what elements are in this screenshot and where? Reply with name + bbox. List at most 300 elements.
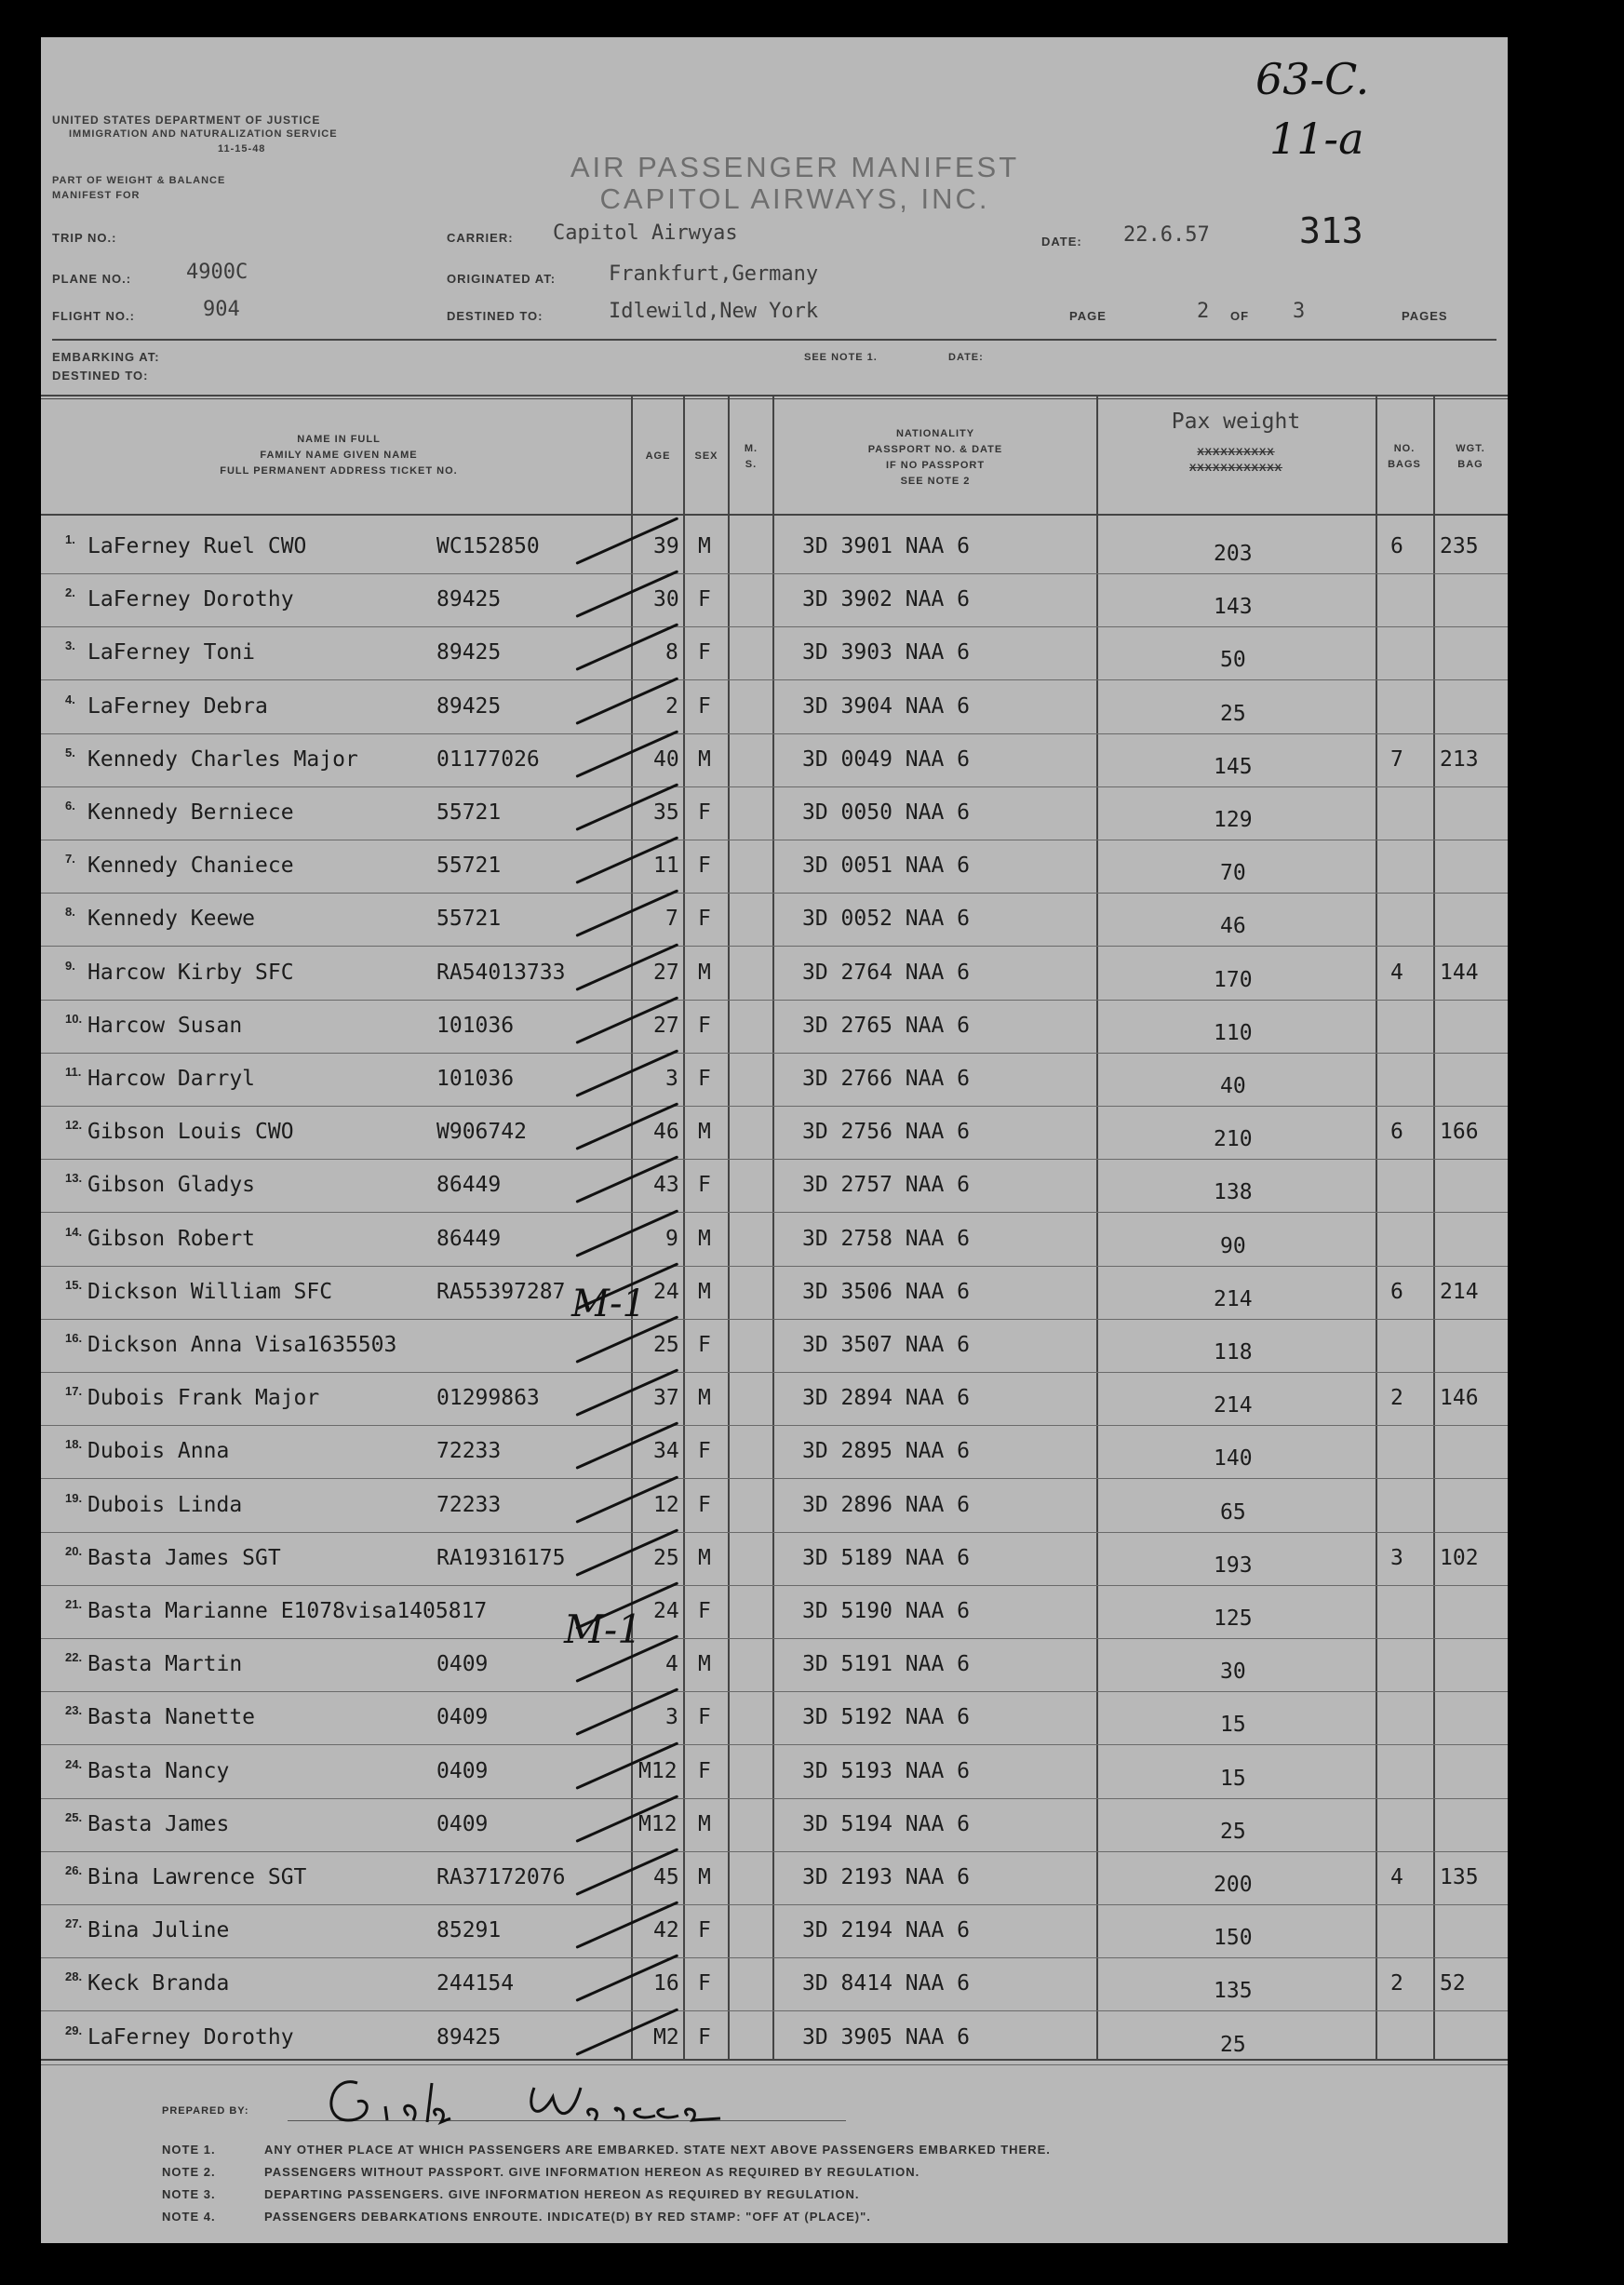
page-value: 2 [1197,300,1210,323]
page-label: PAGE [1069,309,1107,323]
passport-number: 3D 3904 NAA 6 [802,693,971,719]
row-number: 23. [65,1703,83,1718]
row-rule [41,1532,1508,1533]
pax-weight: 25 [1220,701,1246,726]
destined-value: Idlewild,New York [609,300,819,323]
passenger-sex: F [698,1492,711,1517]
check-mark [575,890,678,938]
pax-weight: 214 [1214,1286,1253,1311]
passenger-sex: M [698,1279,711,1304]
passenger-name: Dubois Frank Major [87,1386,320,1411]
row-rule [41,1638,1508,1639]
pax-weight: 203 [1214,542,1253,566]
row-rule [41,1478,1508,1479]
passenger-name: Basta James [87,1811,230,1836]
signature-graphic [320,2064,785,2139]
passport-number: 3D 2896 NAA 6 [802,1492,971,1517]
of-label: OF [1230,309,1250,323]
margin-mark-row21: M-1 [564,1606,642,1652]
passenger-age: 2 [665,693,678,719]
bag-weight: 213 [1440,746,1479,772]
passenger-name: Bina Juline [87,1918,230,1943]
passenger-name: Basta Marianne E1078visa1405817 [87,1599,488,1623]
passenger-age: 43 [653,1173,679,1198]
preparer-signature [320,2064,785,2150]
ticket-number: 101036 [436,1067,515,1091]
ticket-number: 89425 [436,2024,502,2050]
pax-weight: 118 [1214,1340,1253,1364]
passenger-age: 7 [665,907,678,932]
row-number: 13. [65,1171,83,1186]
passenger-age: M2 [653,2024,679,2050]
passport-number: 3D 0051 NAA 6 [802,854,971,879]
passenger-name: Kennedy Keewe [87,907,256,932]
row-number: 6. [65,799,75,813]
passport-number: 3D 5194 NAA 6 [802,1811,971,1836]
row-rule [41,626,1508,627]
passport-number: 3D 3901 NAA 6 [802,534,971,558]
pax-weight: 145 [1214,754,1253,779]
agency-line-5: MANIFEST FOR [52,190,141,201]
bag-count: 4 [1390,960,1403,985]
row-rule [41,2010,1508,2011]
pax-weight: 40 [1220,1074,1246,1098]
passenger-sex: F [698,1067,711,1091]
passenger-name: Dubois Linda [87,1492,243,1517]
passenger-name: Kennedy Charles Major [87,746,358,772]
bag-count: 2 [1390,1386,1403,1411]
bag-count: 4 [1390,1865,1403,1889]
passenger-age: 3 [665,1705,678,1730]
passenger-name: Dickson William SFC [87,1279,333,1304]
row-rule [41,1319,1508,1320]
passenger-name: Gibson Louis CWO [87,1120,294,1145]
row-number: 24. [65,1756,83,1771]
col-ms-header: M. S. [744,443,758,470]
passport-number: 3D 5192 NAA 6 [802,1705,971,1730]
row-number: 7. [65,852,75,867]
see-note-label: SEE NOTE 1. [804,352,878,363]
ticket-number: WC152850 [436,534,540,558]
passenger-sex: M [698,1226,711,1251]
passport-number: 3D 2895 NAA 6 [802,1439,971,1464]
pax-weight: 46 [1220,914,1246,939]
row-number: 5. [65,745,75,759]
passenger-name: Gibson Robert [87,1226,256,1251]
passenger-name: Basta Martin [87,1652,243,1677]
header-divider [52,339,1496,341]
row-rule [41,1000,1508,1001]
col-struck-header: XXXXXXXXXX XXXXXXXXXXXX [1188,447,1283,474]
pax-weight: 15 [1220,1713,1246,1738]
col-bags-header: NO. BAGS [1388,443,1421,470]
ticket-number: 89425 [436,693,502,719]
pax-weight: 214 [1214,1393,1253,1418]
ticket-number: RA54013733 [436,960,566,985]
passenger-name: Gibson Gladys [87,1173,256,1198]
passenger-name: Bina Lawrence SGT [87,1865,307,1889]
note-label: NOTE 1. [162,2143,216,2157]
corner-note-top: 63-C. [1255,54,1370,104]
row-number: 11. [65,1065,82,1079]
col-name-header: NAME IN FULL FAMILY NAME GIVEN NAME FULL PERMANENT ADDRESS TICKET NO. [220,434,458,477]
note-text: ANY OTHER PLACE AT WHICH PASSENGERS ARE EMBARKED. STATE NEXT ABOVE PASSENGERS EMBARKED THERE. [264,2143,1051,2157]
row-number: 18. [65,1437,83,1452]
ticket-number: 55721 [436,800,502,825]
bag-count: 6 [1390,1279,1403,1304]
pax-weight: 125 [1214,1606,1253,1631]
passenger-sex: M [698,1386,711,1411]
passenger-sex: F [698,854,711,879]
passenger-sex: F [698,587,711,612]
margin-mark-row16: M-1 [571,1283,646,1325]
passenger-sex: F [698,800,711,825]
row-number: 3. [65,638,75,653]
ticket-number: RA19316175 [436,1545,566,1570]
passenger-age: M12 [638,1811,678,1836]
airline-title: CAPITOL AIRWAYS, INC. [599,182,990,215]
row-number: 22. [65,1650,83,1665]
bag-count: 3 [1390,1545,1403,1570]
passenger-sex: M [698,1652,711,1677]
pax-weight: 70 [1220,861,1246,886]
note-label: NOTE 3. [162,2187,216,2201]
passenger-age: 4 [665,1652,678,1677]
carrier-label: CARRIER: [447,231,514,245]
row-rule [41,1372,1508,1373]
passenger-sex: M [698,1545,711,1570]
table-head-line [41,514,1508,516]
bag-weight: 144 [1440,960,1479,985]
pax-weight: 25 [1220,2032,1246,2057]
passport-number: 3D 2757 NAA 6 [802,1173,971,1198]
passport-number: 3D 2756 NAA 6 [802,1120,971,1145]
row-number: 12. [65,1118,83,1133]
pax-weight: 15 [1220,1766,1246,1791]
passenger-sex: F [698,1918,711,1943]
table-top-line [41,395,1508,397]
ticket-number: 101036 [436,1013,515,1038]
passport-number: 3D 5191 NAA 6 [802,1652,971,1677]
passport-number: 3D 0050 NAA 6 [802,800,971,825]
passenger-age: 24 [653,1599,679,1623]
passport-number: 3D 3905 NAA 6 [802,2024,971,2050]
passenger-name: Kennedy Chaniece [87,854,294,879]
row-rule [41,1851,1508,1852]
bag-weight: 52 [1440,1971,1466,1996]
bag-weight: 235 [1440,534,1479,558]
row-rule [41,1053,1508,1054]
ticket-number: 0409 [436,1652,489,1677]
passenger-sex: F [698,1705,711,1730]
corner-note-bottom: 11-a [1269,114,1364,164]
agency-line-4: PART OF WEIGHT & BALANCE [52,175,226,186]
pax-weight: 25 [1220,1819,1246,1844]
ticket-number: 55721 [436,907,502,932]
passenger-name: Basta Nancy [87,1758,230,1783]
col-sex-header: SEX [694,450,718,462]
row-number: 8. [65,905,75,920]
passenger-age: 16 [653,1971,679,1996]
passport-number: 3D 3903 NAA 6 [802,640,971,665]
row-number: 2. [65,585,75,600]
row-rule [41,946,1508,947]
passenger-age: 42 [653,1918,679,1943]
col-pax-weight-header: Pax weight [1171,410,1301,434]
passport-number: 3D 2193 NAA 6 [802,1865,971,1889]
passenger-sex: M [698,1811,711,1836]
row-rule [41,1798,1508,1799]
bag-count: 6 [1390,534,1403,558]
manifest-title: AIR PASSENGER MANIFEST [570,151,1020,183]
flight-no-label: FLIGHT NO.: [52,309,135,323]
pax-weight: 65 [1220,1499,1246,1525]
ticket-number: RA55397287 [436,1279,566,1304]
passport-number: 3D 2765 NAA 6 [802,1013,971,1038]
pax-weight: 138 [1214,1180,1253,1205]
passenger-sex: F [698,2024,711,2050]
check-mark [575,1209,678,1257]
passport-number: 3D 0049 NAA 6 [802,746,971,772]
passenger-age: 9 [665,1226,678,1251]
passenger-sex: F [698,1333,711,1357]
agency-line-3: 11-15-48 [218,143,266,155]
destined-label: DESTINED TO: [447,309,544,323]
note-text: DEPARTING PASSENGERS. GIVE INFORMATION HEREON AS REQUIRED BY REGULATION. [264,2187,860,2201]
date-label: DATE: [1041,235,1082,249]
passport-number: 3D 2764 NAA 6 [802,960,971,985]
row-number: 14. [65,1224,83,1239]
passenger-sex: M [698,746,711,772]
ticket-number: 01299863 [436,1386,540,1411]
passenger-sex: M [698,1120,711,1145]
passenger-age: M12 [638,1758,678,1783]
ticket-number: 0409 [436,1705,489,1730]
row-number: 1. [65,532,75,546]
passport-number: 3D 3507 NAA 6 [802,1333,971,1357]
ticket-number: 89425 [436,587,502,612]
passenger-name: LaFerney Dorothy [87,587,294,612]
ticket-number: 72233 [436,1492,502,1517]
passenger-age: 12 [653,1492,679,1517]
prepared-by-label: PREPARED BY: [162,2105,249,2117]
passenger-sex: F [698,640,711,665]
pax-weight: 143 [1214,595,1253,620]
pax-weight: 30 [1220,1660,1246,1685]
passenger-age: 8 [665,640,678,665]
passenger-name: LaFerney Debra [87,693,268,719]
ticket-number: RA37172076 [436,1865,566,1889]
bag-weight: 146 [1440,1386,1479,1411]
pax-weight: 170 [1214,967,1253,992]
row-number: 20. [65,1543,83,1558]
passenger-name: Basta James SGT [87,1545,281,1570]
pax-weight: 210 [1214,1127,1253,1152]
row-number: 26. [65,1863,83,1877]
row-number: 16. [65,1331,83,1345]
plane-no-value: 4900C [186,261,248,284]
row-rule [41,786,1508,787]
ticket-number: 0409 [436,1811,489,1836]
passenger-name: Harcow Darryl [87,1067,256,1091]
passenger-name: Dubois Anna [87,1439,230,1464]
col-age-header: AGE [645,450,671,462]
note-text: PASSENGERS DEBARKATIONS ENROUTE. INDICATE(D) BY RED STAMP: "OFF AT (PLACE)". [264,2210,871,2224]
row-rule [41,893,1508,894]
passenger-age: 3 [665,1067,678,1091]
check-mark [575,1049,678,1097]
row-rule [41,1691,1508,1692]
bag-count: 7 [1390,746,1403,772]
bag-count: 2 [1390,1971,1403,1996]
passenger-name: Harcow Susan [87,1013,243,1038]
passenger-sex: F [698,1758,711,1783]
flight-no-value: 904 [203,298,240,321]
passenger-name: LaFerney Ruel CWO [87,534,307,558]
passenger-sex: F [698,693,711,719]
row-number: 25. [65,1809,83,1824]
row-rule [41,679,1508,680]
passport-number: 3D 3902 NAA 6 [802,587,971,612]
passenger-name: LaFerney Toni [87,640,256,665]
passenger-name: LaFerney Dorothy [87,2024,294,2050]
passenger-age: 25 [653,1333,679,1357]
pax-weight: 129 [1214,808,1253,832]
passenger-age: 37 [653,1386,679,1411]
row-number: 9. [65,958,75,973]
passport-number: 3D 5189 NAA 6 [802,1545,971,1570]
passenger-age: 27 [653,1013,679,1038]
carrier-value: Capitol Airwyas [553,222,738,245]
row-rule [41,1266,1508,1267]
plane-no-label: PLANE NO.: [52,272,132,286]
passenger-sex: M [698,534,711,558]
bag-weight: 166 [1440,1120,1479,1145]
passenger-sex: F [698,1971,711,1996]
manifest-page [41,37,1508,2243]
passport-number: 3D 3506 NAA 6 [802,1279,971,1304]
pax-weight: 193 [1214,1552,1253,1578]
ticket-number: W906742 [436,1120,527,1145]
passenger-age: 27 [653,960,679,985]
row-number: 28. [65,1969,83,1984]
row-number: 15. [65,1277,83,1292]
passport-number: 3D 0052 NAA 6 [802,907,971,932]
pax-weight: 110 [1214,1020,1253,1045]
pax-weight: 140 [1214,1446,1253,1472]
bag-weight: 214 [1440,1279,1479,1304]
passenger-age: 39 [653,534,679,558]
ticket-number: 01177026 [436,746,540,772]
passenger-sex: M [698,960,711,985]
passenger-name: Kennedy Berniece [87,800,294,825]
ticket-number: 244154 [436,1971,515,1996]
agency-line-2: IMMIGRATION AND NATURALIZATION SERVICE [69,128,338,140]
passport-number: 3D 2894 NAA 6 [802,1386,971,1411]
passenger-age: 24 [653,1279,679,1304]
passenger-name: Keck Branda [87,1971,230,1996]
passenger-age: 30 [653,587,679,612]
pax-weight: 200 [1214,1873,1253,1897]
pax-weight: 150 [1214,1926,1253,1951]
pages-label: PAGES [1402,309,1448,323]
agency-line-1: UNITED STATES DEPARTMENT OF JUSTICE [52,114,321,127]
check-mark [575,624,678,672]
date-value: 22.6.57 [1123,223,1210,247]
ticket-number: 72233 [436,1439,502,1464]
passport-number: 3D 2758 NAA 6 [802,1226,971,1251]
row-rule [41,1904,1508,1905]
row-rule [41,1585,1508,1586]
originated-label: ORIGINATED AT: [447,272,557,286]
originated-value: Frankfurt,Germany [609,262,819,286]
passenger-sex: F [698,1439,711,1464]
passport-number: 3D 2194 NAA 6 [802,1918,971,1943]
passenger-sex: F [698,1173,711,1198]
check-mark [575,1688,678,1737]
trip-no-label: TRIP NO.: [52,231,117,245]
passenger-age: 25 [653,1545,679,1570]
note-label: NOTE 4. [162,2210,216,2224]
destined-label-2: DESTINED TO: [52,369,149,383]
pax-weight: 135 [1214,1979,1253,2004]
row-rule [41,1212,1508,1213]
ticket-number: 86449 [436,1173,502,1198]
ticket-number: 86449 [436,1226,502,1251]
passenger-name: Dickson Anna Visa1635503 [87,1333,397,1357]
passenger-sex: F [698,1599,711,1623]
date-label-2: DATE: [948,352,984,363]
row-number: 27. [65,1916,83,1931]
passport-number: 3D 2766 NAA 6 [802,1067,971,1091]
pax-weight: 50 [1220,648,1246,673]
passenger-age: 45 [653,1865,679,1889]
of-pages-value: 3 [1293,300,1306,323]
ticket-number: 89425 [436,640,502,665]
bag-weight: 102 [1440,1545,1479,1570]
passenger-age: 35 [653,800,679,825]
row-rule [41,573,1508,574]
bag-count: 6 [1390,1120,1403,1145]
ticket-number: 0409 [436,1758,489,1783]
row-number: 21. [65,1597,83,1611]
row-rule [41,1159,1508,1160]
row-number: 4. [65,692,75,706]
passport-number: 3D 5190 NAA 6 [802,1599,971,1623]
page-stamp-number: 313 [1299,210,1363,251]
embarking-label: EMBARKING AT: [52,350,160,364]
row-rule [41,1106,1508,1107]
row-rule [41,1744,1508,1745]
passenger-name: Harcow Kirby SFC [87,960,294,985]
row-rule [41,1425,1508,1426]
ticket-number: 55721 [436,854,502,879]
row-number: 10. [65,1011,83,1026]
table-bottom-line [41,2059,1508,2061]
row-rule [41,733,1508,734]
row-number: 17. [65,1384,83,1399]
row-number: 19. [65,1490,83,1505]
check-mark [575,677,678,725]
row-number: 29. [65,2023,83,2037]
passenger-name: Basta Nanette [87,1705,256,1730]
note-label: NOTE 2. [162,2165,216,2179]
passenger-sex: F [698,907,711,932]
passenger-age: 40 [653,746,679,772]
ticket-number: 85291 [436,1918,502,1943]
row-rule [41,1957,1508,1958]
passenger-sex: M [698,1865,711,1889]
